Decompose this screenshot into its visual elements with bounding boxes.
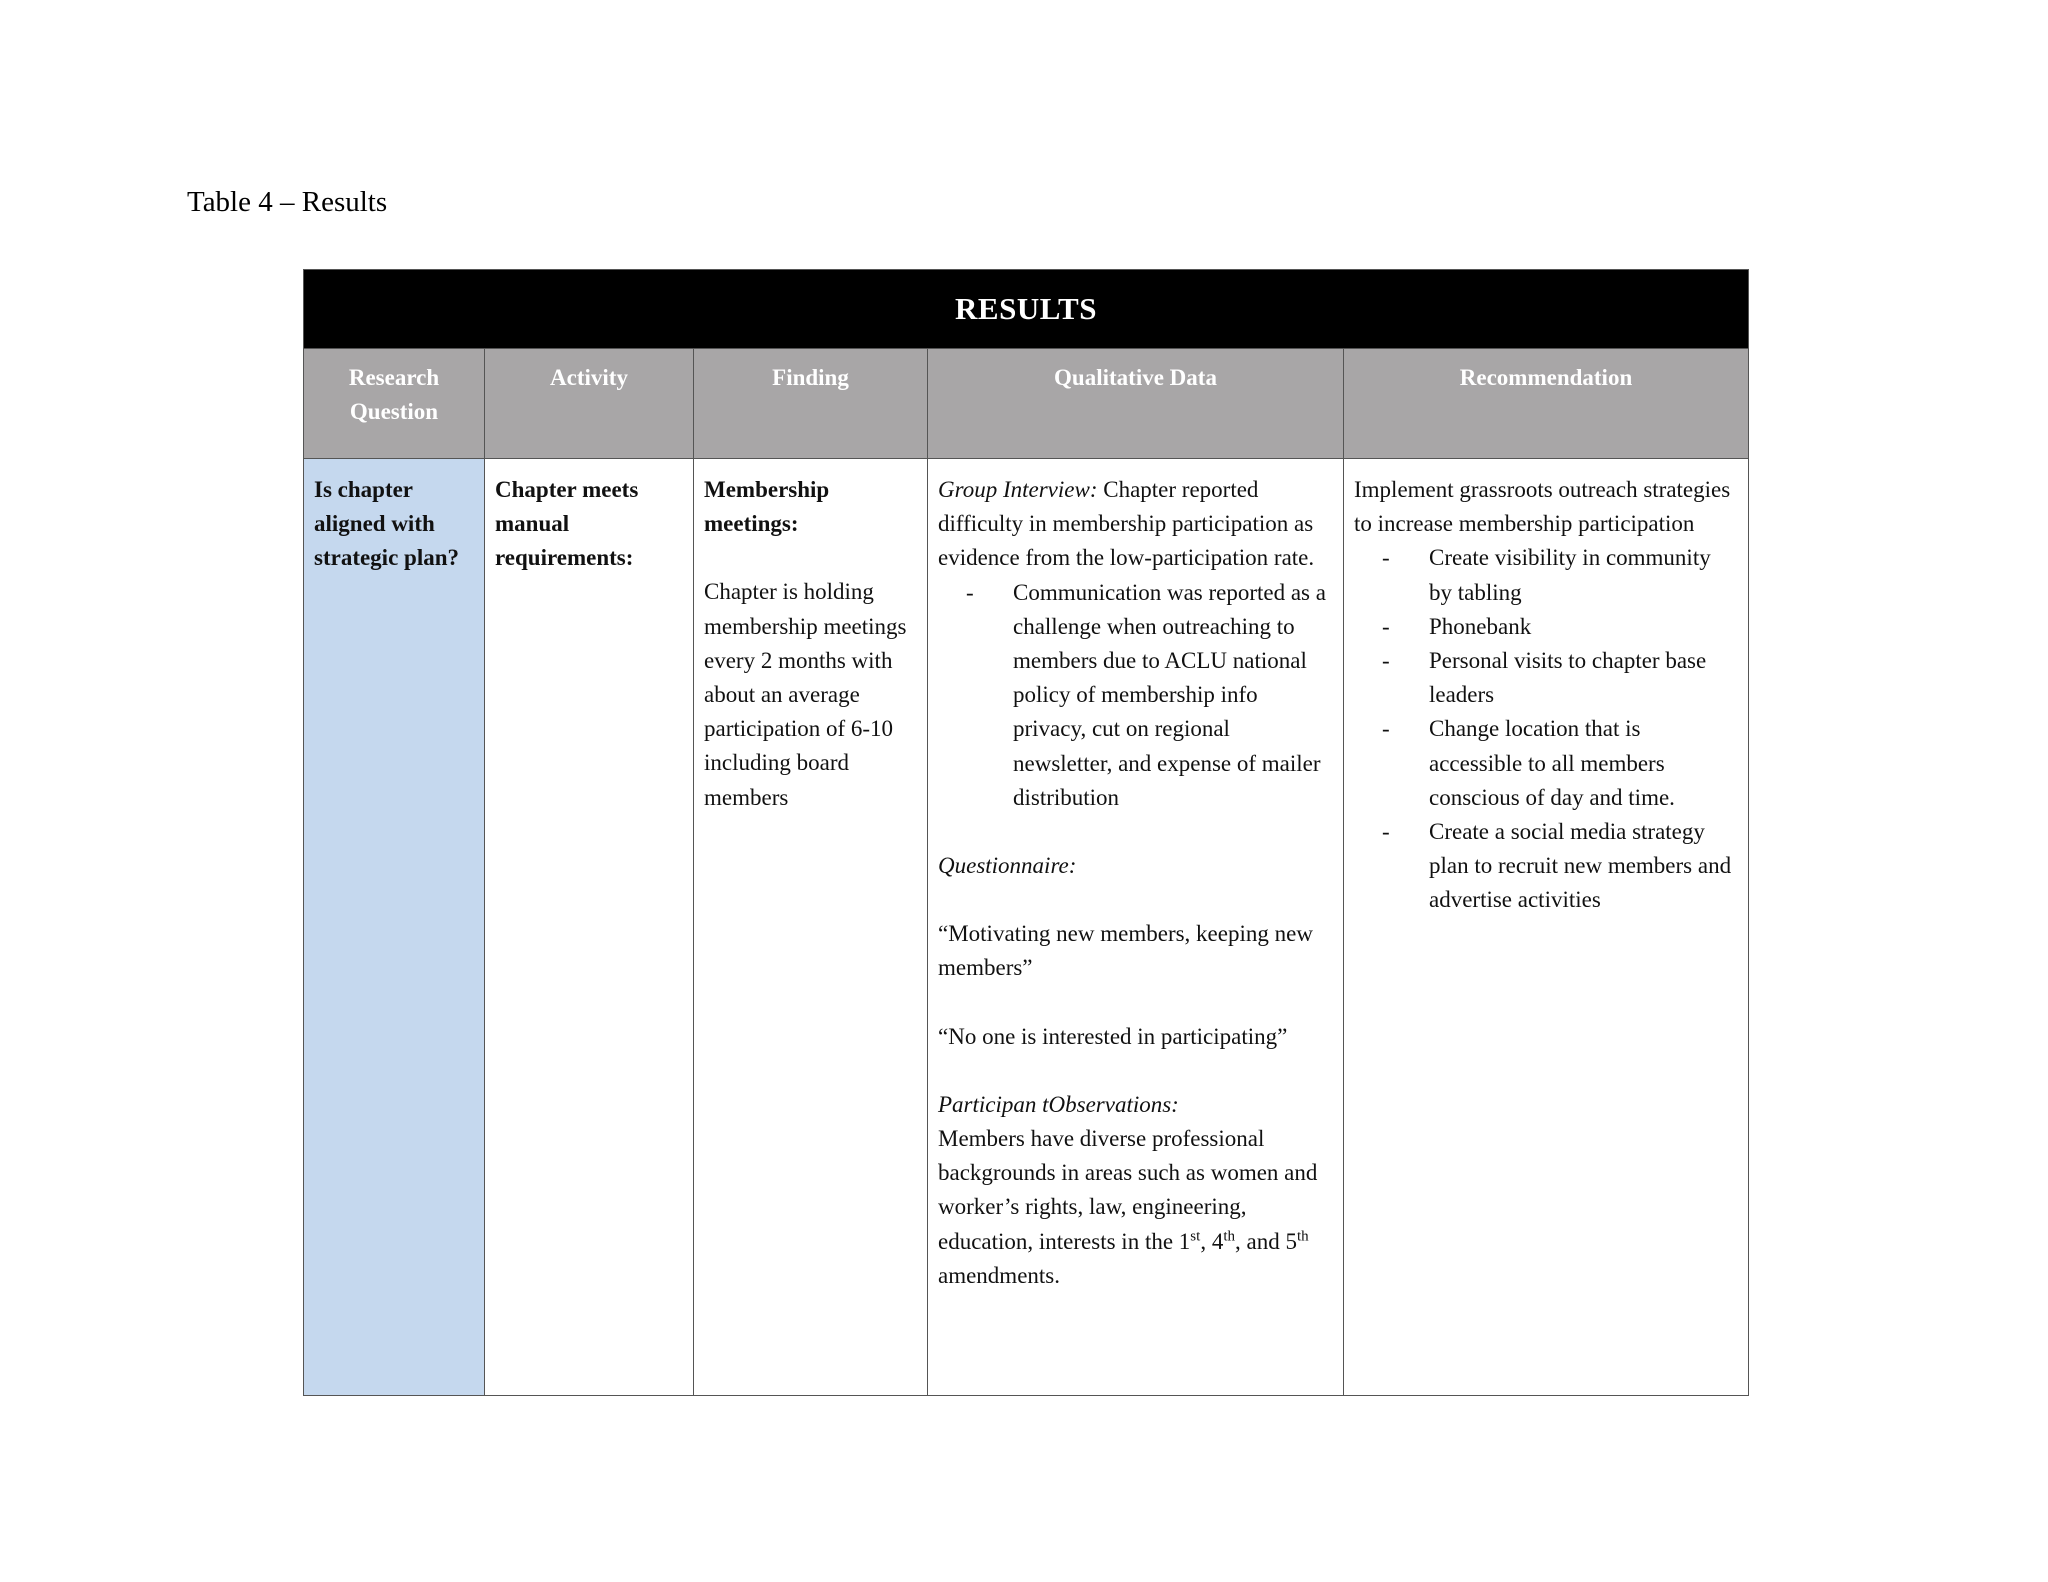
finding-cell: [694, 459, 928, 1396]
observations-text: Members have diverse professional backgrounds in areas such as women and worker’s rights, law, engineering, education, interests in the 1: [938, 1126, 1318, 1254]
header-recommendation: Recommendation: [1344, 349, 1749, 459]
research-question-text: Is chapter aligned with strategic plan?: [314, 477, 460, 571]
group-interview-paragraph: [938, 473, 1333, 576]
group-interview-list: [938, 576, 1333, 815]
observations-paragraph: [938, 1122, 1333, 1293]
observations-separator: , and 5: [1234, 1228, 1297, 1254]
recommendation-intro: Implement grassroots outreach strategies to increase membership participation: [1354, 477, 1731, 537]
research-question-cell: [304, 459, 485, 1396]
list-item: - Create visibility in community by tabling: [1354, 541, 1738, 609]
finding-heading: Membership meetings:: [704, 477, 830, 537]
table-title: RESULTS: [304, 270, 1749, 349]
questionnaire-quote-1: “Motivating new members, keeping new members”: [938, 921, 1313, 981]
observations-tail: amendments.: [938, 1262, 1060, 1288]
header-finding: Finding: [694, 349, 928, 459]
list-item: - Create a social media strategy plan to recruit new members and advertise activities: [1354, 815, 1738, 918]
activity-cell: [485, 459, 694, 1396]
ordinal-suffix: st: [1190, 1228, 1201, 1244]
recommendation-list: [1354, 541, 1738, 917]
group-interview-text: Chapter reported difficulty in membership participation as evidence from the low-participation rate.: [938, 477, 1315, 571]
header-research-question: Research Question: [304, 349, 485, 459]
observations-separator: , 4: [1200, 1228, 1224, 1254]
group-interview-label: Group Interview:: [938, 477, 1098, 502]
finding-text: Chapter is holding membership meetings every 2 months with about an average participation of 6-10 including board members: [704, 579, 907, 810]
activity-text: Chapter meets manual requirements:: [495, 477, 639, 571]
observations-label: Participan tObservations:: [938, 1091, 1179, 1117]
questionnaire-quote-2: “No one is interested in participating”: [938, 1023, 1288, 1049]
ordinal-suffix: th: [1223, 1228, 1235, 1244]
list-item: - Phonebank: [1354, 610, 1738, 644]
recommendation-cell: [1344, 459, 1749, 1396]
qualitative-data-cell: [928, 459, 1344, 1396]
ordinal-suffix: th: [1296, 1228, 1309, 1244]
table-caption: Table 4 – Results: [187, 186, 388, 218]
questionnaire-label: Questionnaire:: [938, 853, 1077, 879]
results-table: [303, 269, 1749, 1396]
header-qualitative-data: Qualitative Data: [928, 349, 1344, 459]
list-item: - Change location that is accessible to all members conscious of day and time.: [1354, 712, 1738, 815]
header-activity: Activity: [485, 349, 694, 459]
list-item: - Personal visits to chapter base leaders: [1354, 644, 1738, 712]
list-item: - Communication was reported as a challenge when outreaching to members due to ACLU national policy of membership info privacy, cut on regional newsletter, and expense of mailer distribution: [938, 576, 1333, 815]
